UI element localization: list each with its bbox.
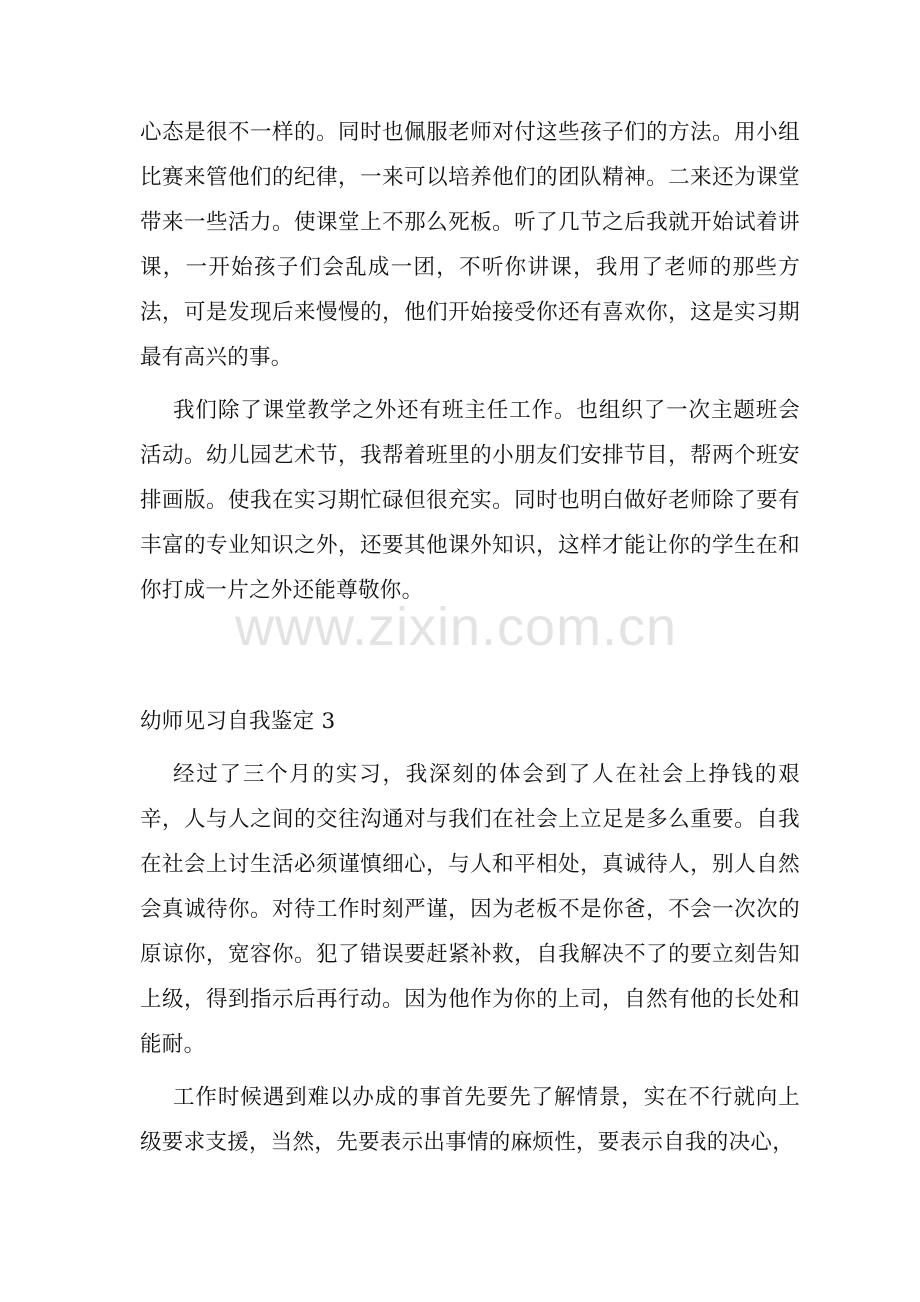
paragraph-work-difficulties: 工作时候遇到难以办成的事首先要先了解情景，实在不行就向上级要求支援，当然，先要表示出事情的麻烦性，要表示自我的决心， — [140, 1085, 800, 1155]
paragraph-continuation: 心态是很不一样的。同时也佩服老师对付这些孩子们的方法。用小组比赛来管他们的纪律，一来可以培养他们的团队精神。二来还为课堂带来一些活力。使课堂上不那么死板。听了几节之后我就开始试着讲课，一开始孩子们会乱成一团，不听你讲课，我用了老师的那些方法，可是发现后来慢慢的，他们开始接受你还有喜欢你，这是实习期最有高兴的事。 — [140, 120, 800, 370]
section-title: 幼师见习自我鉴定 3 — [140, 709, 336, 734]
paragraph-class-teacher-work: 我们除了课堂教学之外还有班主任工作。也组织了一次主题班会活动。幼儿园艺术节，我帮着班里的小朋友们安排节目，帮两个班安排画版。使我在实习期忙碌但很充实。同时也明白做好老师除了要有丰富的专业知识之外，还要其他课外知识，这样才能让你的学生在和你打成一片之外还能尊敬你。 — [140, 398, 800, 603]
watermark: www.zixin.com.cn — [235, 597, 678, 657]
paragraph-internship-reflection: 经过了三个月的实习，我深刻的体会到了人在社会上挣钱的艰辛，人与人之间的交往沟通对与我们在社会上立足是多么重要。自我在社会上讨生活必须谨慎细心，与人和平相处，真诚待人，别人自然会真诚待你。对待工作时刻严谨，因为老板不是你爸，不会一次次的原谅你，宽容你。犯了错误要赶紧补救，自我解决不了的要立刻告知上级，得到指示后再行动。因为他作为你的上司，自然有他的长处和能耐。 — [140, 762, 800, 1057]
document-page — [140, 110, 800, 1165]
